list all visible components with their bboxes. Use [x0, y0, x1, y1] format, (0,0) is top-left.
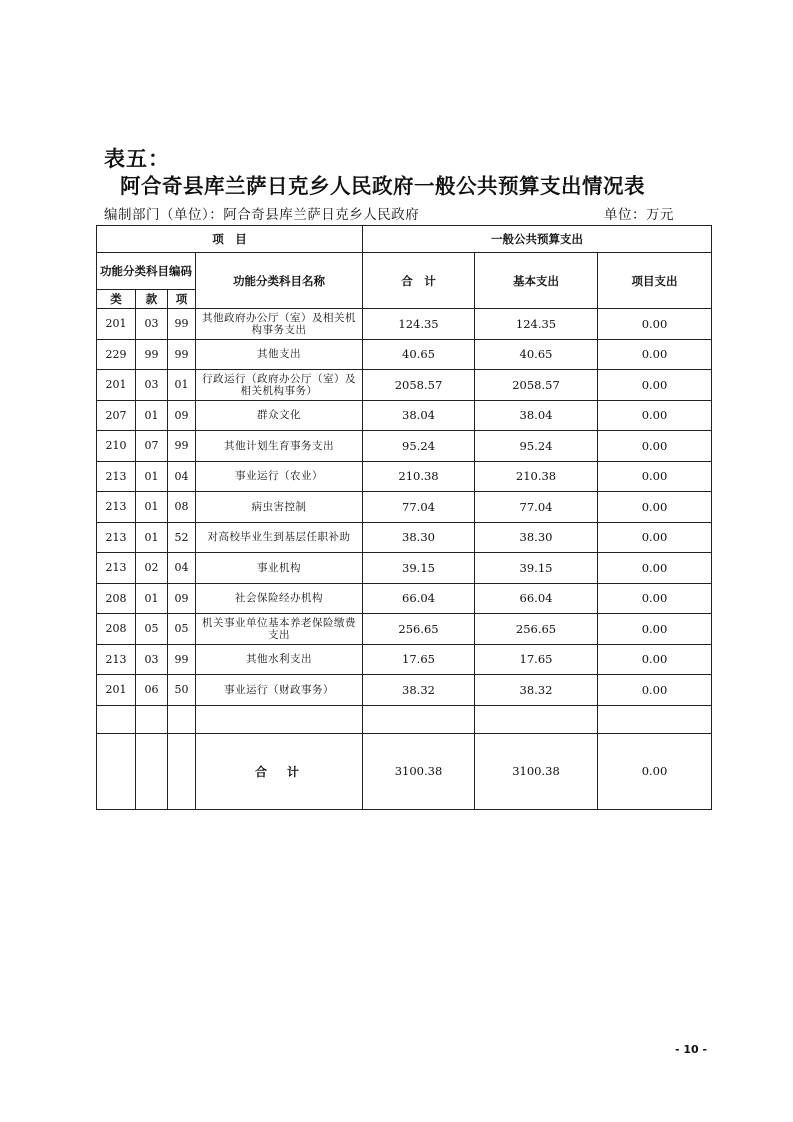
- subject-name-cell: 病虫害控制: [196, 492, 363, 523]
- basic-cell: 124.35: [475, 309, 598, 340]
- total-label: 合 计: [196, 733, 363, 809]
- class-code-cell: 207: [97, 400, 136, 431]
- table-row: [97, 644, 712, 675]
- header-section: 款: [136, 290, 168, 309]
- subject-name-cell: 群众文化: [196, 400, 363, 431]
- project-cell: 0.00: [598, 400, 712, 431]
- subject-name-cell: 事业机构: [196, 553, 363, 584]
- basic-cell: 77.04: [475, 492, 598, 523]
- subject-name-cell: 社会保险经办机构: [196, 583, 363, 614]
- section-code-cell: 01: [136, 583, 168, 614]
- header-total: 合 计: [363, 253, 475, 309]
- table-row: [97, 522, 712, 553]
- section-code-cell: 01: [136, 492, 168, 523]
- entry-code-cell: 08: [168, 492, 196, 523]
- entry-code-cell: 99: [168, 339, 196, 370]
- class-code-cell: 208: [97, 614, 136, 645]
- header-name: 功能分类科目名称: [196, 253, 363, 309]
- section-code-cell: 02: [136, 553, 168, 584]
- table-row: [97, 492, 712, 523]
- total-cell: 2058.57: [363, 370, 475, 401]
- compiler-line: 编制部门（单位）：阿合奇县库兰萨日克乡人民政府: [104, 207, 420, 223]
- total-cell: 256.65: [363, 614, 475, 645]
- total-cell: 17.65: [363, 644, 475, 675]
- basic-cell: 256.65: [475, 614, 598, 645]
- table-row: [97, 400, 712, 431]
- basic-cell: 2058.57: [475, 370, 598, 401]
- section-code-cell: 07: [136, 431, 168, 462]
- class-code-cell: 229: [97, 339, 136, 370]
- table-row: [97, 583, 712, 614]
- unit-label: 单位：万元: [604, 207, 674, 223]
- entry-code-cell: 01: [168, 370, 196, 401]
- project-cell: 0.00: [598, 553, 712, 584]
- project-cell: 0.00: [598, 339, 712, 370]
- project-cell: 0.00: [598, 309, 712, 340]
- total-cell: 77.04: [363, 492, 475, 523]
- page-number: - 10 -: [675, 1043, 708, 1056]
- entry-code-cell: 09: [168, 583, 196, 614]
- subject-name-cell: 其他计划生育事务支出: [196, 431, 363, 462]
- section-code-cell: 05: [136, 614, 168, 645]
- class-code-cell: 201: [97, 370, 136, 401]
- total-project: 0.00: [598, 733, 712, 809]
- total-cell: 124.35: [363, 309, 475, 340]
- section-code-cell: 03: [136, 309, 168, 340]
- class-code-cell: 201: [97, 675, 136, 706]
- project-cell: 0.00: [598, 370, 712, 401]
- basic-cell: 66.04: [475, 583, 598, 614]
- table-row: [97, 339, 712, 370]
- class-code-cell: 213: [97, 644, 136, 675]
- section-code-cell: 99: [136, 339, 168, 370]
- subject-name-cell: 其他水利支出: [196, 644, 363, 675]
- basic-cell: 210.38: [475, 461, 598, 492]
- section-code-cell: 01: [136, 400, 168, 431]
- table-row: [97, 431, 712, 462]
- section-code-cell: 01: [136, 522, 168, 553]
- section-code-cell: 01: [136, 461, 168, 492]
- budget-table: [96, 225, 712, 810]
- class-code-cell: 208: [97, 583, 136, 614]
- table-row: [97, 614, 712, 645]
- basic-cell: 38.30: [475, 522, 598, 553]
- blank-row: [97, 705, 712, 733]
- entry-code-cell: 04: [168, 461, 196, 492]
- class-code-cell: 213: [97, 461, 136, 492]
- table-label: 表五：: [104, 146, 170, 171]
- total-cell: 38.30: [363, 522, 475, 553]
- header-class: 类: [97, 290, 136, 309]
- project-cell: 0.00: [598, 675, 712, 706]
- project-cell: 0.00: [598, 492, 712, 523]
- section-code-cell: 06: [136, 675, 168, 706]
- class-code-cell: 201: [97, 309, 136, 340]
- project-cell: 0.00: [598, 614, 712, 645]
- table-row: [97, 370, 712, 401]
- entry-code-cell: 04: [168, 553, 196, 584]
- entry-code-cell: 99: [168, 309, 196, 340]
- header-entry: 项: [168, 290, 196, 309]
- basic-cell: 39.15: [475, 553, 598, 584]
- document-title: 阿合奇县库兰萨日克乡人民政府一般公共预算支出情况表: [120, 174, 645, 198]
- total-amount: 3100.38: [363, 733, 475, 809]
- basic-cell: 40.65: [475, 339, 598, 370]
- basic-cell: 38.04: [475, 400, 598, 431]
- project-cell: 0.00: [598, 461, 712, 492]
- subject-name-cell: 事业运行（农业）: [196, 461, 363, 492]
- total-cell: 39.15: [363, 553, 475, 584]
- project-cell: 0.00: [598, 431, 712, 462]
- header-budget-group: 一般公共预算支出: [363, 226, 712, 253]
- total-row: [97, 733, 712, 809]
- entry-code-cell: 52: [168, 522, 196, 553]
- header-basic: 基本支出: [475, 253, 598, 309]
- entry-code-cell: 99: [168, 644, 196, 675]
- table-row: [97, 553, 712, 584]
- basic-cell: 95.24: [475, 431, 598, 462]
- class-code-cell: 213: [97, 522, 136, 553]
- table-row: [97, 461, 712, 492]
- entry-code-cell: 05: [168, 614, 196, 645]
- class-code-cell: 213: [97, 553, 136, 584]
- header-project: 项目支出: [598, 253, 712, 309]
- entry-code-cell: 99: [168, 431, 196, 462]
- table-row: [97, 309, 712, 340]
- total-cell: 66.04: [363, 583, 475, 614]
- header-item: 项 目: [97, 226, 363, 253]
- total-cell: 40.65: [363, 339, 475, 370]
- subject-name-cell: 其他支出: [196, 339, 363, 370]
- subject-name-cell: 对高校毕业生到基层任职补助: [196, 522, 363, 553]
- total-cell: 95.24: [363, 431, 475, 462]
- table-row: [97, 675, 712, 706]
- total-cell: 38.04: [363, 400, 475, 431]
- entry-code-cell: 09: [168, 400, 196, 431]
- basic-cell: 38.32: [475, 675, 598, 706]
- subject-name-cell: 其他政府办公厅（室）及相关机构事务支出: [196, 309, 363, 340]
- project-cell: 0.00: [598, 583, 712, 614]
- total-cell: 210.38: [363, 461, 475, 492]
- subject-name-cell: 行政运行（政府办公厅（室）及相关机构事务）: [196, 370, 363, 401]
- entry-code-cell: 50: [168, 675, 196, 706]
- section-code-cell: 03: [136, 644, 168, 675]
- class-code-cell: 213: [97, 492, 136, 523]
- total-basic: 3100.38: [475, 733, 598, 809]
- class-code-cell: 210: [97, 431, 136, 462]
- subject-name-cell: 机关事业单位基本养老保险缴费支出: [196, 614, 363, 645]
- total-cell: 38.32: [363, 675, 475, 706]
- header-code-group: 功能分类科目编码: [97, 253, 196, 290]
- project-cell: 0.00: [598, 522, 712, 553]
- section-code-cell: 03: [136, 370, 168, 401]
- project-cell: 0.00: [598, 644, 712, 675]
- subject-name-cell: 事业运行（财政事务）: [196, 675, 363, 706]
- basic-cell: 17.65: [475, 644, 598, 675]
